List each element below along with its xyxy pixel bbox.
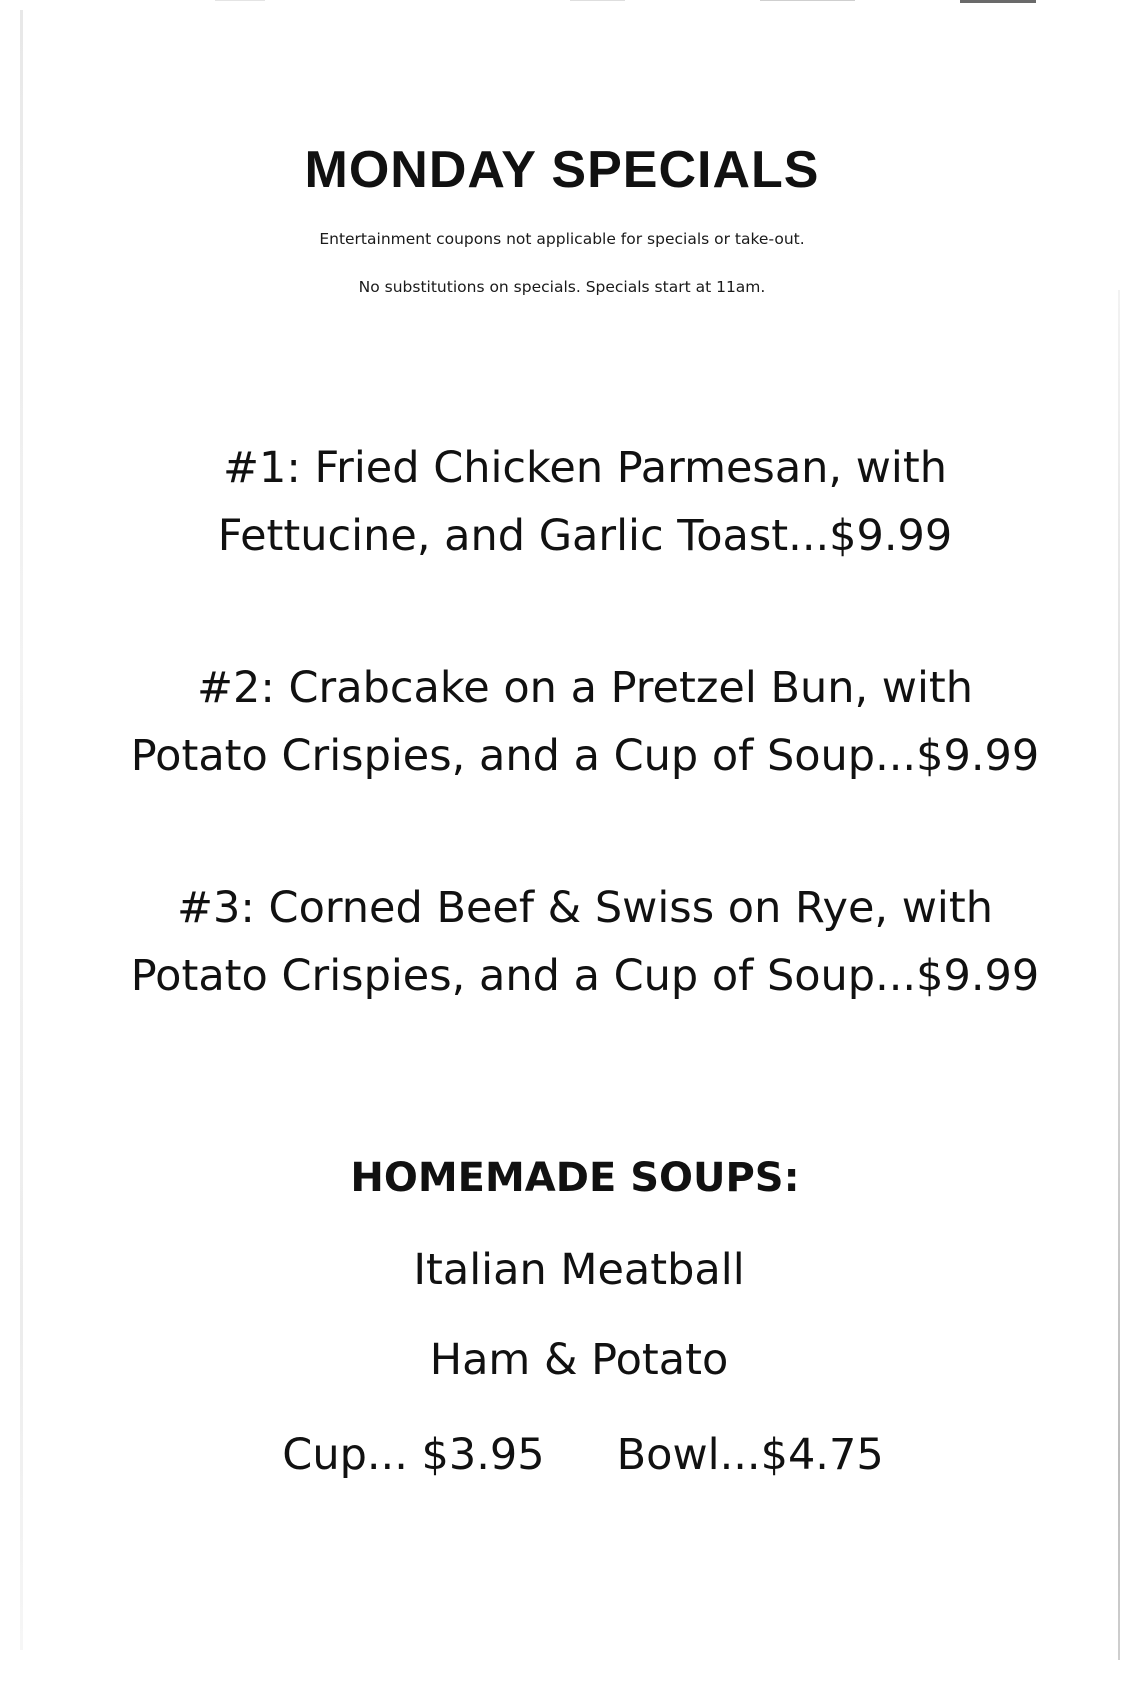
special-3-line-2: Potato Crispies, and a Cup of Soup...$9.99 [130,951,1040,1001]
page-title: MONDAY SPECIALS [304,141,820,199]
special-1-line-2: Fettucine, and Garlic Toast...$9.99 [217,511,953,561]
special-3-line-1: #3: Corned Beef & Swiss on Rye, with [177,883,993,933]
coupon-note: Entertainment coupons not applicable for specials or take-out. [319,230,805,248]
bowl-price: Bowl...$4.75 [616,1430,884,1480]
special-item-3 [14,874,1130,1010]
substitution-note: No substitutions on specials. Specials start at 11am. [358,278,766,296]
special-2-line-2: Potato Crispies, and a Cup of Soup...$9.99 [130,731,1040,781]
scan-mark [760,0,855,1]
cup-price: Cup... $3.95 [282,1430,545,1480]
soup-item: Italian Meatball [413,1245,745,1295]
scan-mark [215,0,265,1]
scan-mark [960,0,1036,3]
scan-edge-left [20,10,23,1650]
soups-heading: HOMEMADE SOUPS: [350,1155,800,1201]
special-item-1 [14,434,1130,570]
special-2-line-1: #2: Crabcake on a Pretzel Bun, with [196,663,974,713]
special-item-2 [14,654,1130,790]
special-1-line-1: #1: Fried Chicken Parmesan, with [223,443,947,493]
scan-mark [570,0,625,1]
soup-prices [12,1430,1130,1480]
soup-item: Ham & Potato [429,1335,729,1385]
